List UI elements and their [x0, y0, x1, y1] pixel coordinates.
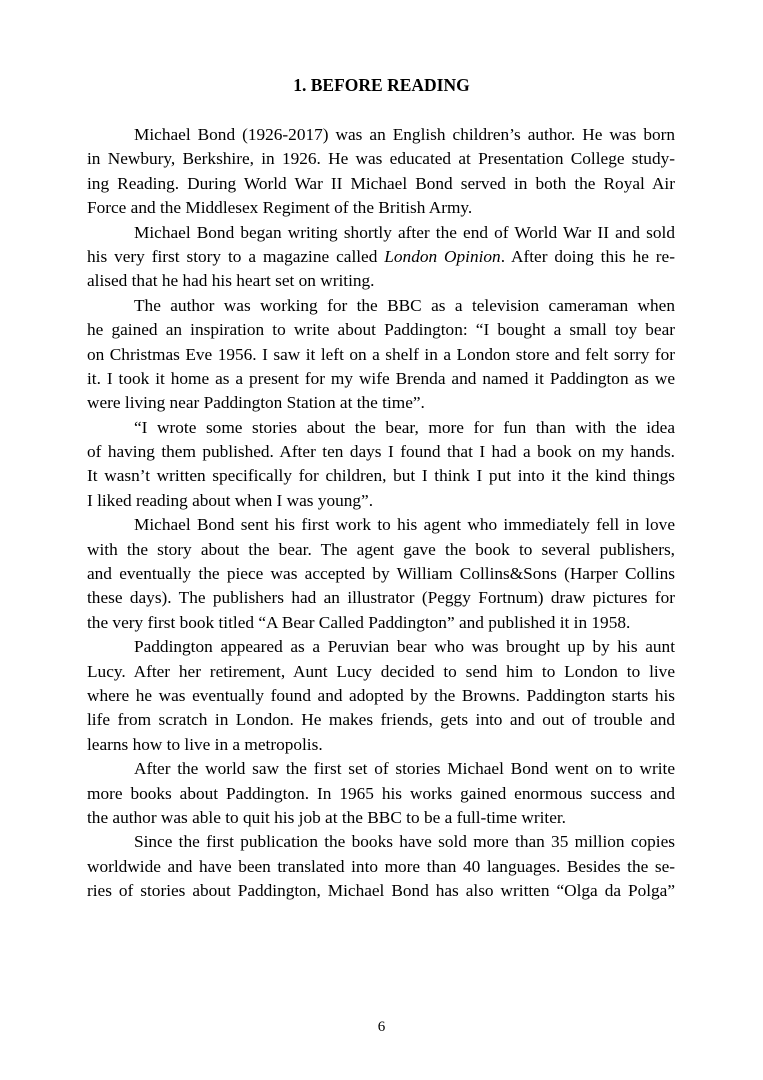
text-line: After the world saw the first set of stories Michael Bond went on to write — [134, 759, 675, 779]
text-line: more books about Paddington. In 1965 his works gained enormous success and — [87, 783, 675, 803]
text-line: it. I took it home as a present for my wife Brenda and named it Paddington as we — [87, 368, 675, 388]
text-line: on Christmas Eve 1956. I saw it left on a shelf in a London store and felt sorry for — [87, 344, 675, 364]
text-line: learns how to live in a metropolis. — [87, 734, 323, 754]
text-line: “I wrote some stories about the bear, more for fun than with the idea — [134, 417, 675, 437]
text-line: and eventually the piece was accepted by William Collins&Sons (Harper Collins — [87, 564, 675, 584]
text-line: with the story about the bear. The agent gave the book to several publishers, — [87, 539, 675, 559]
text-line: Since the first publication the books have sold more than 35 million copies — [134, 832, 675, 852]
body-text — [87, 123, 675, 904]
text-line: Michael Bond began writing shortly after the end of World War II and sold — [134, 222, 675, 242]
text-line: I liked reading about when I was young”. — [87, 490, 374, 510]
text-line: worldwide and have been translated into more than 40 languages. Besides the se- — [87, 856, 675, 876]
text-line: of having them published. After ten days I found that I had a book on my hands. — [87, 442, 675, 462]
text-line: It wasn’t written specifically for children, but I think I put into it the kind things — [87, 466, 675, 486]
text-line: Lucy. After her retirement, Aunt Lucy decided to send him to London to live — [87, 661, 675, 681]
text-line: life from scratch in London. He makes friends, gets into and out of trouble and — [87, 710, 675, 730]
text-line: he gained an inspiration to write about Paddington: “I bought a small toy bear — [87, 320, 675, 340]
text-line: where he was eventually found and adopted by the Browns. Paddington starts his — [87, 685, 675, 705]
text-line: Michael Bond sent his first work to his agent who immediately fell in love — [134, 515, 675, 535]
text-line: his very first story to a magazine called London Opinion. After doing this he re- — [87, 246, 675, 266]
text-line: the author was able to quit his job at the BBC to be a full-time writer. — [87, 807, 566, 827]
text-line: alised that he had his heart set on writing. — [87, 271, 375, 291]
text-line: The author was working for the BBC as a television cameraman when — [134, 295, 675, 315]
text-line: Michael Bond (1926-2017) was an English children’s author. He was born — [134, 125, 675, 144]
text-line: in Newbury, Berkshire, in 1926. He was educated at Presentation College study- — [87, 149, 675, 169]
text-line: ing Reading. During World War II Michael Bond served in both the Royal Air — [87, 173, 675, 193]
text-line: these days). The publishers had an illustrator (Peggy Fortnum) draw pictures for — [87, 588, 675, 608]
page-heading: 1. BEFORE READING — [293, 75, 470, 95]
text-line: ries of stories about Paddington, Michael Bond has also written “Olga da Polga” — [87, 881, 675, 901]
text-line: Force and the Middlesex Regiment of the British Army. — [87, 198, 473, 218]
page-number: 6 — [377, 1019, 386, 1035]
magazine-title: London Opinion — [384, 246, 501, 266]
text-line: Paddington appeared as a Peruvian bear who was brought up by his aunt — [134, 637, 675, 657]
text-line: the very first book titled “A Bear Called Paddington” and published it in 1958. — [87, 612, 631, 632]
text-line: were living near Paddington Station at the time”. — [87, 393, 425, 413]
